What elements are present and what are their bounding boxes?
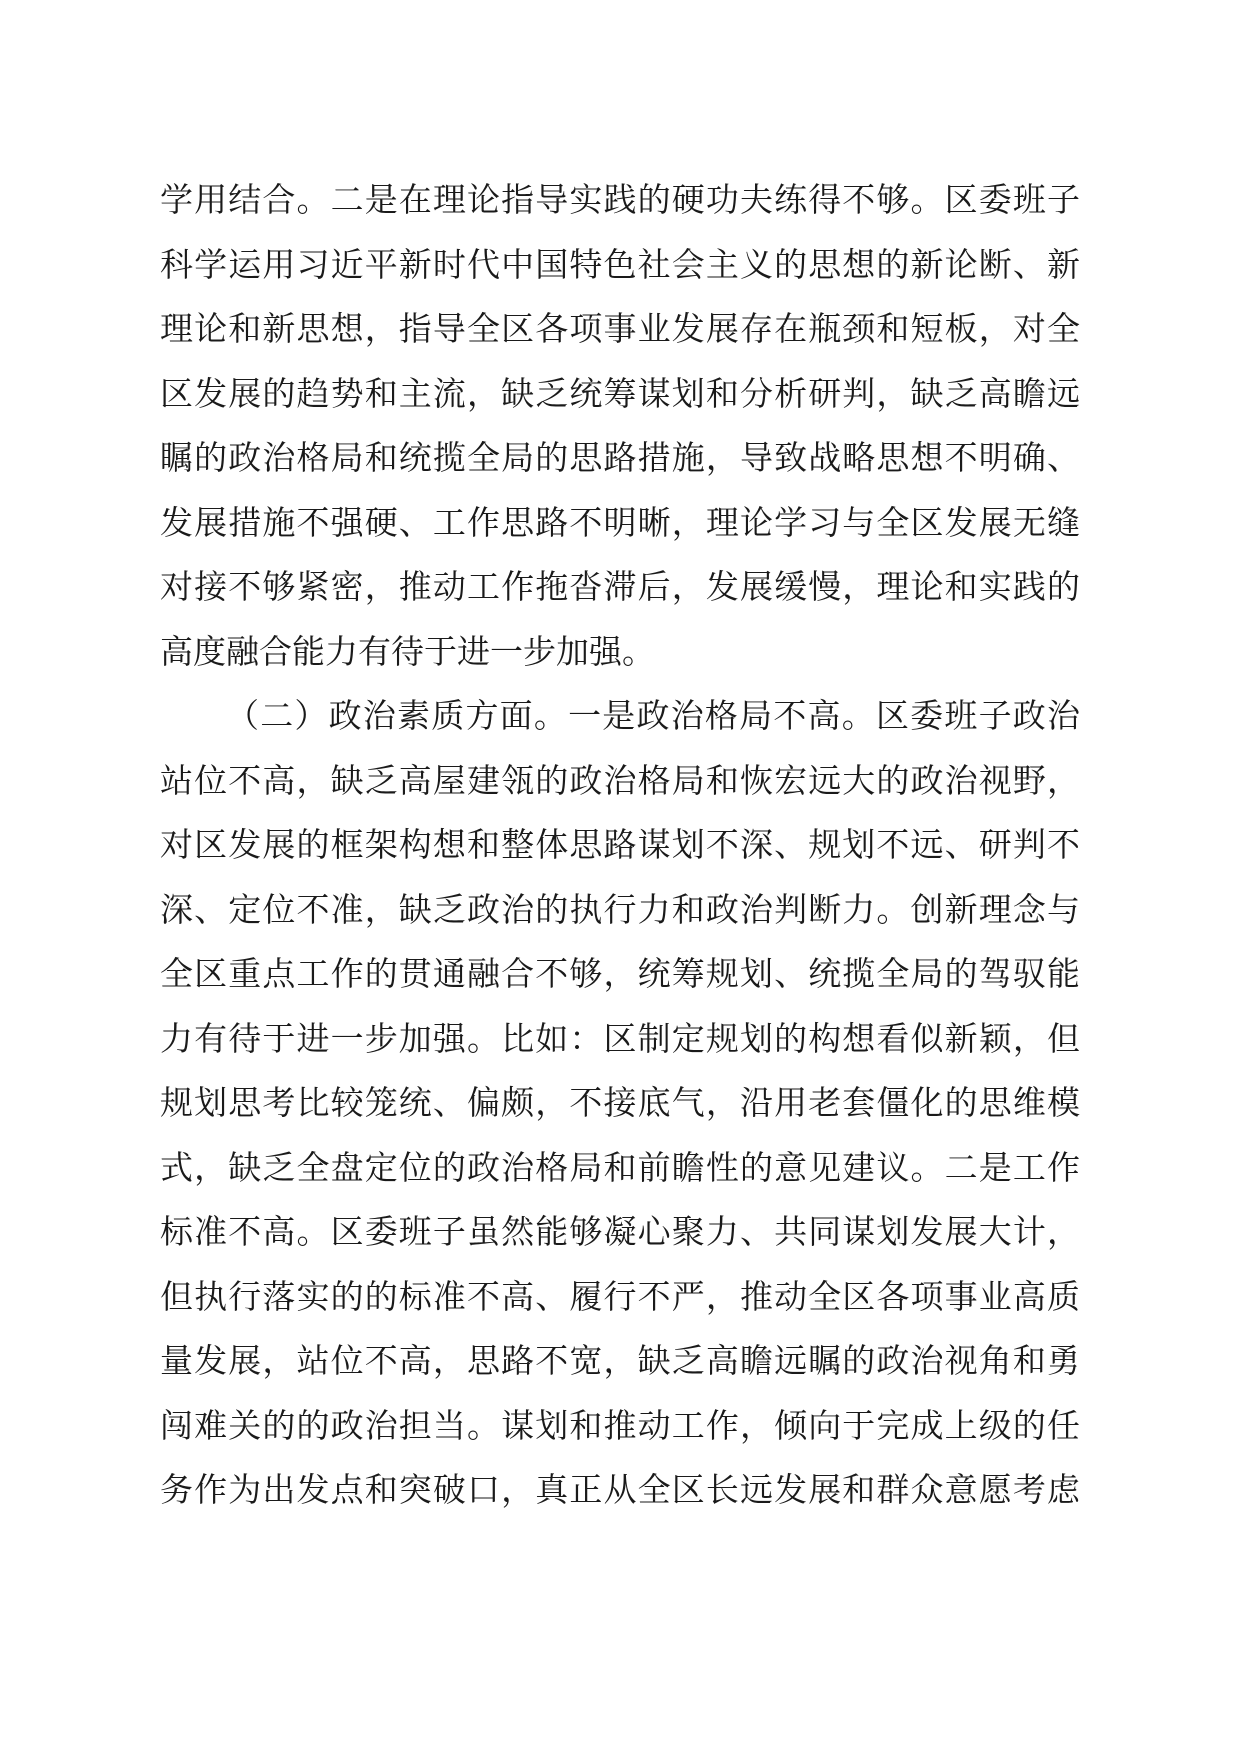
text-line: 对区发展的框架构想和整体思路谋划不深、规划不远、研判不 xyxy=(160,825,1080,864)
text-line: 理论和新思想，指导全区各项事业发展存在瓶颈和短板，对全 xyxy=(160,309,1080,348)
text-line: 式，缺乏全盘定位的政治格局和前瞻性的意见建议。二是工作 xyxy=(160,1147,1080,1187)
text-line: 务作为出发点和突破口，真正从全区长远发展和群众意愿考虑 xyxy=(160,1470,1080,1509)
text-line: 规划思考比较笼统、偏颇，不接底气，沿用老套僵化的思维模 xyxy=(160,1083,1080,1122)
text-line: 全区重点工作的贯通融合不够，统筹规划、统揽全局的驾驭能 xyxy=(160,954,1080,993)
text-line: 标准不高。区委班子虽然能够凝心聚力、共同谋划发展大计， xyxy=(160,1212,1080,1251)
paragraph-end-line: 高度融合能力有待于进一步加强。 xyxy=(160,631,655,671)
text-line: 站位不高，缺乏高屋建瓴的政治格局和恢宏远大的政治视野， xyxy=(160,760,1080,800)
body-text xyxy=(160,168,1080,1523)
text-line: 发展措施不强硬、工作思路不明晰，理论学习与全区发展无缝 xyxy=(160,502,1080,542)
text-line: 但执行落实的的标准不高、履行不严，推动全区各项事业高质 xyxy=(160,1276,1080,1316)
text-line: 学用结合。二是在理论指导实践的硬功夫练得不够。区委班子 xyxy=(160,180,1080,219)
section-heading-line: （二）政治素质方面。一是政治格局不高。区委班子政治 xyxy=(226,696,1080,735)
text-line: 力有待于进一步加强。比如：区制定规划的构想看似新颖，但 xyxy=(160,1018,1080,1058)
text-line: 瞩的政治格局和统揽全局的思路措施，导致战略思想不明确、 xyxy=(160,438,1080,477)
text-line: 闯难关的的政治担当。谋划和推动工作，倾向于完成上级的任 xyxy=(160,1405,1080,1445)
text-line: 量发展，站位不高，思路不宽，缺乏高瞻远瞩的政治视角和勇 xyxy=(160,1341,1080,1380)
text-line: 对接不够紧密，推动工作拖沓滞后，发展缓慢，理论和实践的 xyxy=(160,567,1080,606)
text-line: 深、定位不准，缺乏政治的执行力和政治判断力。创新理念与 xyxy=(160,889,1080,929)
text-line: 科学运用习近平新时代中国特色社会主义的思想的新论断、新 xyxy=(160,244,1080,284)
text-line: 区发展的趋势和主流，缺乏统筹谋划和分析研判，缺乏高瞻远 xyxy=(160,373,1080,413)
